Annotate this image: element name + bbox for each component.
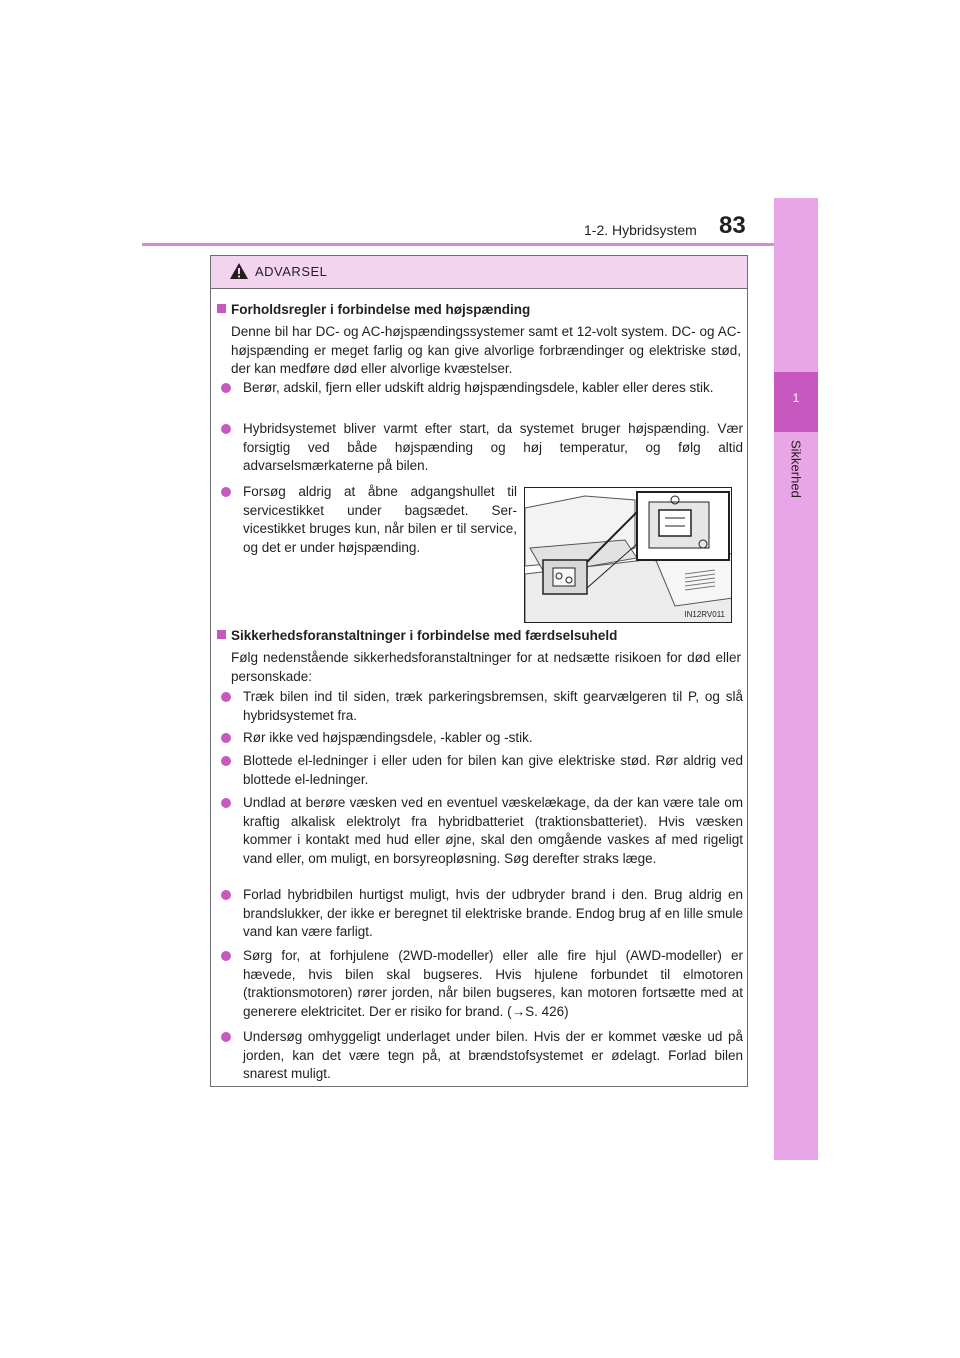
service-plug-drawing [525, 488, 732, 623]
warning-header [211, 256, 747, 289]
paragraph-accident: Følg nedenstående sikkerhedsforanstaltninger for at nedsætte risikoen for død eller personskade: [231, 650, 741, 684]
chapter-label-wrap [782, 440, 810, 560]
bullet-dot-icon [221, 383, 231, 393]
square-bullet-icon [217, 630, 226, 639]
list-item: Forsøg aldrig at åbne adgangshullet til servicestikket under bagsædet. Ser-vicestikket bruges kun, når bilen er til service, og det er under højspænding. [221, 483, 517, 557]
bullet-dot-icon [221, 424, 231, 434]
bullet-dot-icon [221, 733, 231, 743]
warning-box [210, 255, 748, 1087]
paragraph-high-voltage: Denne bil har DC- og AC-højspændingssystemer samt et 12-volt system. DC- og AC-højspænding er meget farlig og kan give alvorlige forbrændinger og elektriske stød, der kan medføre død eller alvorlige kvæstelser. [231, 324, 741, 376]
bullet-dot-icon [221, 756, 231, 766]
list-item: Rør ikke ved højspændingsdele, -kabler og -stik. [221, 729, 743, 748]
list-item: Forlad hybridbilen hurtigst muligt, hvis der udbryder brand i den. Brug aldrig en brandslukker, der ikke er beregnet til elektriske brande. Endog brug af en lille smule vand kan være farligt. [221, 886, 743, 942]
list-item: Træk bilen ind til siden, træk parkeringsbremsen, skift gearvælgeren til P, og slå hybridsystemet fra. [221, 688, 743, 725]
chapter-tab [774, 198, 818, 1160]
list-item: Berør, adskil, fjern eller udskift aldrig højspændingsdele, kabler eller deres stik. [221, 379, 743, 398]
figure-code: IN12RV011 [684, 610, 725, 619]
chapter-number: 1 [792, 391, 800, 405]
header-rule [142, 243, 817, 246]
square-bullet-icon [217, 304, 226, 313]
list-item: Sørg for, at forhjulene (2WD-modeller) eller alle fire hjul (AWD-modeller) er hævede, hvis bilen skal bugseres. Hvis hjulene forbundet til elmotoren (traktionsmotoren) rører jorden, når bilen bugseres, kan motoren fortsætte med at generere elektricitet. Der er risiko for brand. (→S. 426) [221, 947, 743, 1021]
warning-triangle-icon [229, 262, 249, 280]
bullet-dot-icon [221, 798, 231, 808]
bullet-dot-icon [221, 692, 231, 702]
section-heading-high-voltage: Forholdsregler i forbindelse med højspænding [217, 302, 530, 317]
bullet-dot-icon [221, 951, 231, 961]
bullet-dot-icon [221, 890, 231, 900]
list-item: Hybridsystemet bliver varmt efter start, da systemet bruger højspænding. Vær forsigtig ved både højspænding og høj temperatur, og følg altid advarselsmærkaterne på bilen. [221, 420, 743, 476]
list-item: Undlad at berøre væsken ved en eventuel væskelækage, da der kan være tale om kraftig alkalisk elektrolyt fra hybridbatteriet (traktionsbatteriet). Hvis væsken kommer i kontakt med hud eller øjne, skal den omgående vaskes af med rigeligt vand eller, om muligt, en borsyreopløsning. Søg derefter straks læge. [221, 794, 743, 868]
section-heading-accident: Sikkerhedsforanstaltninger i forbindelse med færdselsuheld [217, 628, 617, 643]
list-item: Blottede el-ledninger i eller uden for bilen kan give elektriske stød. Rør aldrig ved blottede el-ledninger. [221, 752, 743, 789]
list-item: Undersøg omhyggeligt underlaget under bilen. Hvis der er kommet væske ud på jorden, kan det være tegn på, at brændstofsystemet er ødelagt. Forlad bilen snarest muligt. [221, 1028, 743, 1084]
bullet-dot-icon [221, 487, 231, 497]
chapter-label: Sikkerhed [788, 440, 804, 498]
section-title: 1-2. Hybridsystem [584, 222, 697, 238]
service-plug-illustration [524, 487, 732, 623]
bullet-dot-icon [221, 1032, 231, 1042]
warning-label: ADVARSEL [255, 264, 328, 279]
page-number: 83 [719, 212, 746, 239]
